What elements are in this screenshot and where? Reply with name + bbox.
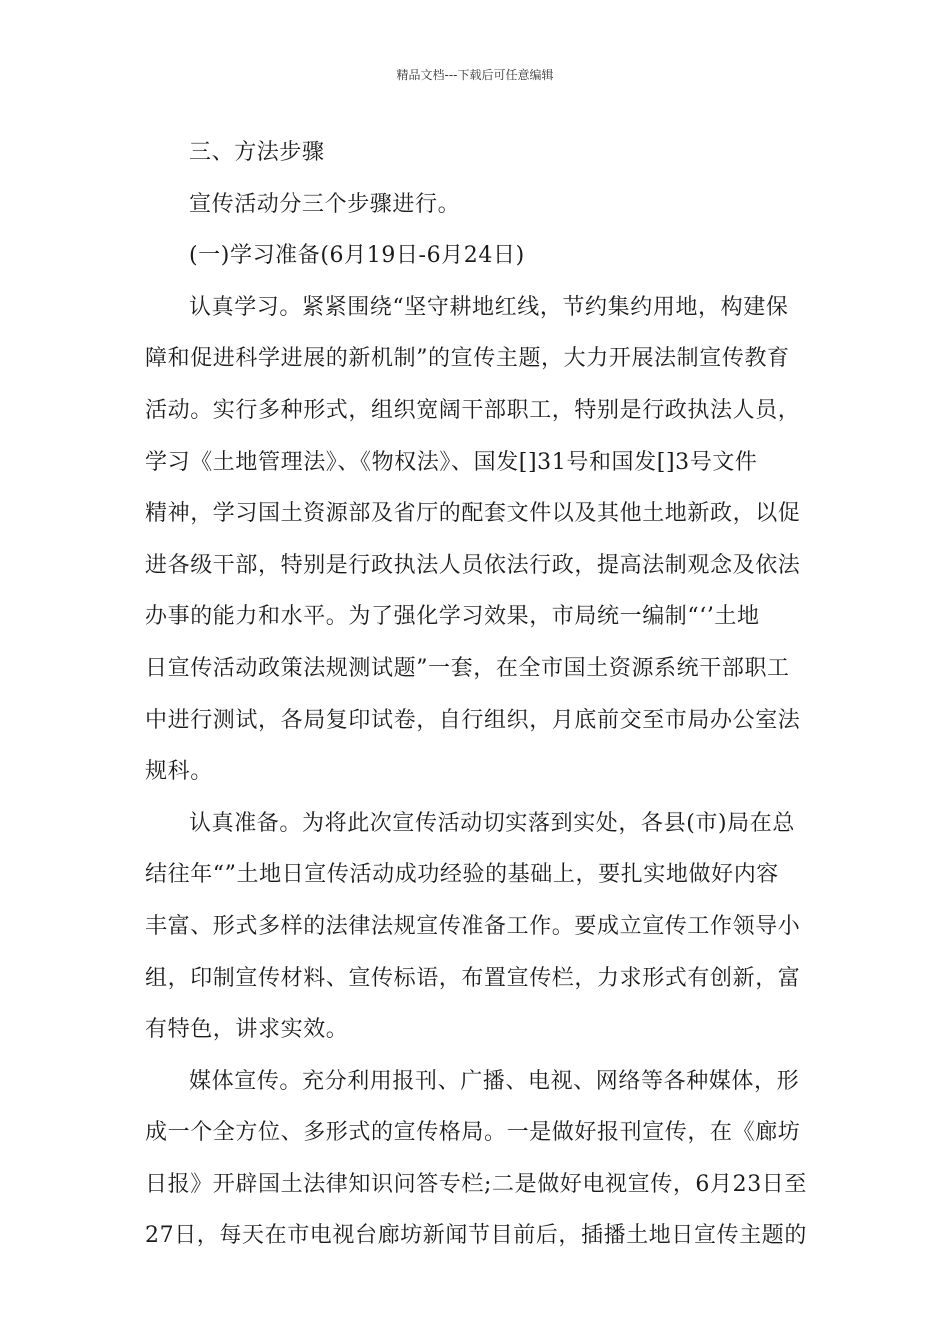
- document-body: [145, 134, 810, 1269]
- text-line: 认真准备。为将此次宣传活动切实落到实处，各县(市)局在总: [189, 810, 795, 836]
- text-line: 办事的能力和水平。为了强化学习效果，市局统一编制“‘’土地: [145, 604, 760, 630]
- text-line: 组，印制宣传材料、宣传标语，布置宣传栏，力求形式有创新，富: [145, 965, 801, 991]
- text-line: 结往年“”土地日宣传活动成功经验的基础上，要扎实地做好内容: [145, 862, 779, 888]
- text-line: 障和促进科学进展的新机制”的宣传主题，大力开展法制宣传教育: [145, 346, 790, 372]
- text-line: 有特色，讲求实效。: [145, 1017, 349, 1043]
- text-line: 认真学习。紧紧围绕“坚守耕地红线，节约集约用地，构建保: [189, 294, 789, 320]
- text-line: 规科。: [145, 759, 213, 785]
- text-line: 学习《土地管理法》、《物权法》、国发[]31号和国发[]3号文件: [145, 449, 758, 475]
- text-line: (一)学习准备(6月19日-6月24日): [189, 243, 525, 269]
- text-line: 中进行测试，各局复印试卷，自行组织，月底前交至市局办公室法: [145, 707, 801, 733]
- text-line: 活动。实行多种形式，组织宽阔干部职工，特别是行政执法人员，: [145, 397, 801, 423]
- text-line: 精神，学习国土资源部及省厅的配套文件以及其他土地新政，以促: [145, 501, 801, 527]
- text-line: 27日，每天在市电视台廊坊新闻节目前后，插播土地日宣传主题的: [145, 1223, 807, 1249]
- text-line: 三、方法步骤: [189, 140, 325, 165]
- text-line: 日报》开辟国土法律知识问答专栏;二是做好电视宣传，6月23日至: [145, 1171, 808, 1197]
- text-line: 成一个全方位、多形式的宣传格局。一是做好报刊宣传，在《廊坊: [145, 1120, 801, 1146]
- text-line: 宣传活动分三个步骤进行。: [189, 191, 461, 217]
- page-header: 精品文档---下载后可任意编辑: [396, 68, 554, 82]
- text-line: 丰富、形式多样的法律法规宣传准备工作。要成立宣传工作领导小: [145, 913, 801, 939]
- text-line: 媒体宣传。充分利用报刊、广播、电视、网络等各种媒体，形: [189, 1068, 800, 1094]
- text-line: 日宣传活动政策法规测试题”一套，在全市国土资源系统干部职工: [145, 655, 790, 681]
- text-line: 进各级干部，特别是行政执法人员依法行政，提高法制观念及依法: [145, 552, 801, 578]
